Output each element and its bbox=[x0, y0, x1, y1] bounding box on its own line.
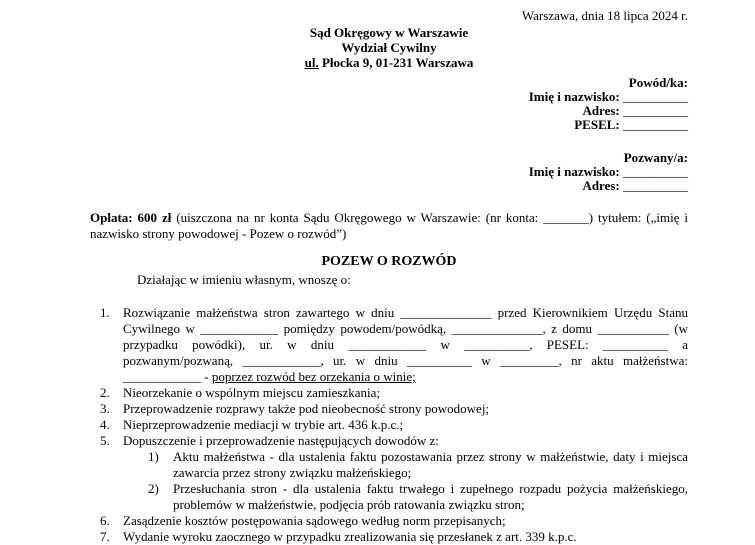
name-label: Imię i nazwisko: bbox=[528, 164, 620, 179]
street-address: Płocka 9, 01-231 Warszawa bbox=[318, 55, 474, 70]
plaintiff-pesel-field bbox=[90, 118, 688, 132]
defendant-block bbox=[90, 151, 688, 193]
pesel-blank: __________ bbox=[623, 117, 688, 132]
item-number: 1. bbox=[100, 305, 110, 320]
item-text: Zasądzenie kosztów postępowania sądowego według norm przepisanych; bbox=[123, 513, 506, 528]
address-blank: __________ bbox=[623, 103, 688, 118]
name-label: Imię i nazwisko: bbox=[528, 89, 620, 104]
document-title: POZEW O ROZWÓD bbox=[321, 254, 457, 269]
item-number: 5. bbox=[100, 433, 110, 448]
court-name: Sąd Okręgowy w Warszawie bbox=[309, 25, 469, 40]
list-item-1 bbox=[90, 305, 688, 385]
name-blank: __________ bbox=[623, 89, 688, 104]
defendant-address-field bbox=[90, 179, 688, 193]
court-address-block bbox=[90, 25, 688, 70]
item-text: Nieorzekanie o wspólnym miejscu zamieszkania; bbox=[123, 385, 381, 400]
item-text-main: Rozwiązanie małżeństwa stron zawartego w dniu ______________ przed Kierownikiem Urzędu Stanu Cywilnego w ____________ pomiędzy powodem/powódką, ______________, z domu ___________ (w przypadku powódki), ur. w dniu ____________ w __________, PESEL: __________ a pozwanym/pozwaną, ____________, ur. w dniu __________ w _________, nr aktu małżeństwa: ____________ - bbox=[123, 305, 688, 384]
petition-claims-list bbox=[90, 305, 688, 545]
plaintiff-heading: Powód/ka: bbox=[628, 75, 688, 90]
defendant-heading: Pozwany/a: bbox=[623, 150, 688, 165]
sub-item-number: 2) bbox=[148, 481, 159, 496]
fee-details: (uiszczona na nr konta Sądu Okręgowego w Warszawie: (nr konta: _______) tytułem: („imię i nazwisko strony powodowej - Pozew o rozwód”) bbox=[90, 210, 689, 241]
pesel-label: PESEL: bbox=[574, 117, 620, 132]
date-line: Warszawa, dnia 18 lipca 2024 r. bbox=[521, 8, 688, 23]
item-number: 2. bbox=[100, 385, 110, 400]
item-text: Nieprzeprowadzenie mediacji w trybie art. 436 k.p.c.; bbox=[123, 417, 404, 432]
list-item-4 bbox=[90, 417, 688, 433]
plaintiff-block bbox=[90, 76, 688, 132]
list-item-2 bbox=[90, 385, 688, 401]
sub-item-5-1 bbox=[90, 449, 688, 481]
court-division: Wydział Cywilny bbox=[341, 40, 437, 55]
plaintiff-address-field bbox=[90, 104, 688, 118]
sub-item-number: 1) bbox=[148, 449, 159, 464]
name-blank: __________ bbox=[623, 164, 688, 179]
address-label: Adres: bbox=[582, 178, 620, 193]
street-abbreviation: ul. bbox=[304, 55, 319, 70]
list-item-3 bbox=[90, 401, 688, 417]
item-text: Dopuszczenie i przeprowadzenie następujących dowodów z: bbox=[123, 433, 439, 448]
item-number: 7. bbox=[100, 529, 110, 544]
item-text: Przeprowadzenie rozprawy także pod nieobecność strony powodowej; bbox=[123, 401, 490, 416]
item-text bbox=[123, 305, 688, 385]
item-number: 4. bbox=[100, 417, 110, 432]
item-number: 6. bbox=[100, 513, 110, 528]
sub-item-text: Przesłuchania stron - dla ustalenia faktu trwałego i zupełnego rozpadu pożycia małżeńskiego, problemów w małżeństwie, podjęcia prób ratowania związku stron; bbox=[173, 481, 688, 512]
item-text: Wydanie wyroku zaocznego w przypadku zrealizowania się przesłanek z art. 339 k.p.c. bbox=[123, 529, 577, 544]
address-label: Adres: bbox=[582, 103, 620, 118]
defendant-name-field bbox=[90, 165, 688, 179]
court-street bbox=[90, 55, 688, 70]
fee-paragraph bbox=[90, 210, 688, 242]
intro-line: Działając w imieniu własnym, wnoszę o: bbox=[137, 272, 351, 287]
item-text-underlined: poprzez rozwód bez orzekania o winie; bbox=[211, 369, 416, 384]
fee-amount: Opłata: 600 zł bbox=[90, 210, 172, 225]
list-item-5 bbox=[90, 433, 688, 449]
item-number: 3. bbox=[100, 401, 110, 416]
list-item-6 bbox=[90, 513, 688, 529]
sub-item-text: Aktu małżeństwa - dla ustalenia faktu pozostawania przez strony w małżeństwie, daty i miejsca zawarcia przez strony związku małżeńskiego; bbox=[173, 449, 688, 480]
plaintiff-name-field bbox=[90, 90, 688, 104]
address-blank: __________ bbox=[623, 178, 688, 193]
list-item-7 bbox=[90, 529, 688, 545]
sub-item-5-2 bbox=[90, 481, 688, 513]
